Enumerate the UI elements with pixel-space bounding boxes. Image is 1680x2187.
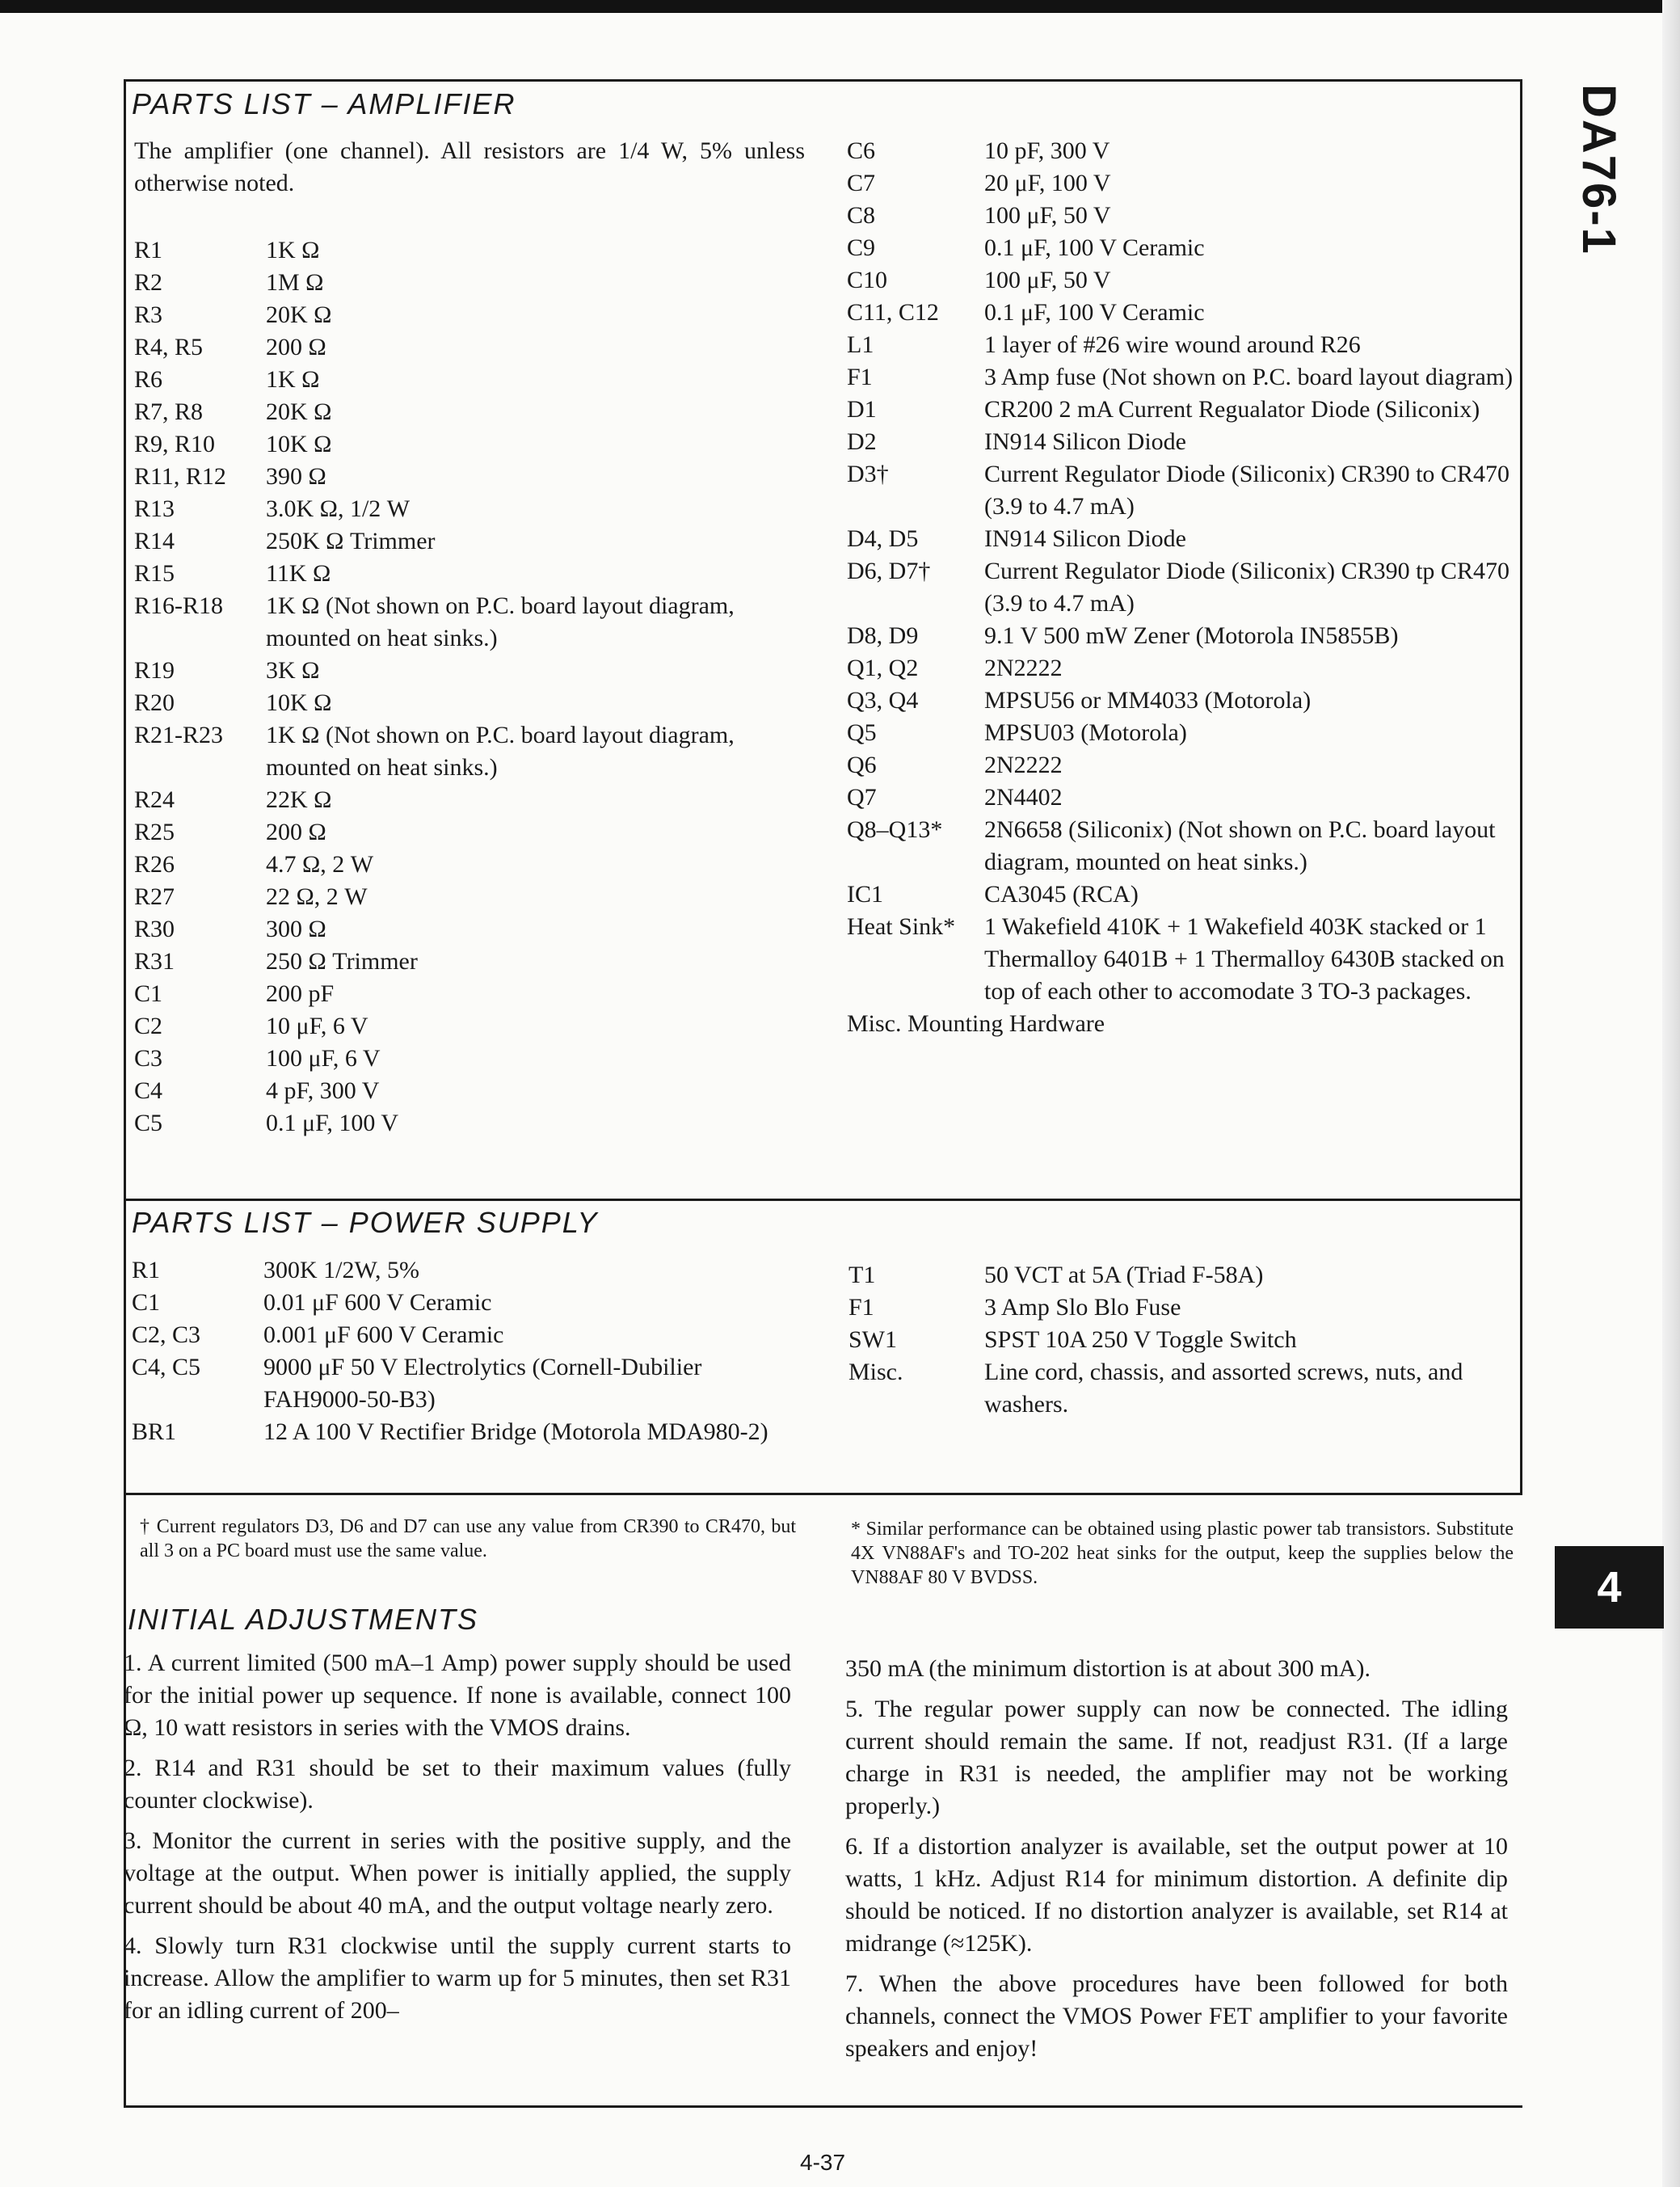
part-row bbox=[134, 1010, 813, 1043]
adjustment-step: 350 mA (the minimum distortion is at about 300 mA). bbox=[845, 1655, 1371, 1682]
part-ref: R30 bbox=[134, 916, 175, 942]
adjustment-step: 5. The regular power supply can now be connected. The idling current should remain the same. If not, readjust R31. (If a large charge in R31 is needed, the amplifier may not be working properly.) bbox=[845, 1696, 1508, 1819]
part-row bbox=[134, 461, 813, 493]
part-row bbox=[847, 361, 1516, 394]
part-ref: R9, R10 bbox=[134, 431, 216, 457]
part-value: 20K Ω bbox=[266, 301, 332, 328]
part-row bbox=[132, 1416, 794, 1448]
adjustment-step: 2. R14 and R31 should be set to their maximum values (fully counter clockwise). bbox=[124, 1755, 791, 1814]
part-value: Current Regulator Diode (Siliconix) CR390 tp CR470 (3.9 to 4.7 mA) bbox=[984, 558, 1509, 617]
adjustment-step: 3. Monitor the current in series with the positive supply, and the voltage at the output. When power is initially applied, the supply current should be about 40 mA, and the output voltage nearly zero. bbox=[124, 1827, 791, 1919]
part-row bbox=[847, 620, 1516, 652]
part-value: 2N2222 bbox=[984, 752, 1063, 778]
part-row bbox=[134, 267, 813, 299]
part-ref: R1 bbox=[134, 237, 163, 263]
part-row bbox=[848, 1292, 1479, 1324]
part-value: 1M Ω bbox=[266, 269, 324, 296]
part-value: 200 pF bbox=[266, 980, 335, 1007]
part-ref: C10 bbox=[847, 267, 888, 293]
part-ref: C2, C3 bbox=[132, 1321, 201, 1348]
part-value: 1 layer of #26 wire wound around R26 bbox=[984, 331, 1361, 358]
part-ref: D4, D5 bbox=[847, 525, 919, 552]
part-row bbox=[134, 1075, 813, 1107]
part-row bbox=[847, 264, 1516, 297]
part-value: 100 μF, 6 V bbox=[266, 1045, 381, 1072]
part-ref: Q8–Q13* bbox=[847, 816, 943, 843]
part-ref: C2 bbox=[134, 1013, 163, 1039]
part-row bbox=[134, 1107, 813, 1140]
part-value: SPST 10A 250 V Toggle Switch bbox=[984, 1326, 1297, 1353]
part-ref: C1 bbox=[134, 980, 163, 1007]
part-value: 10K Ω bbox=[266, 431, 332, 457]
part-row bbox=[132, 1351, 794, 1416]
part-row bbox=[134, 719, 813, 784]
part-ref: Q3, Q4 bbox=[847, 687, 919, 714]
part-ref: D2 bbox=[847, 428, 877, 455]
part-value: Line cord, chassis, and assorted screws, nuts, and washers. bbox=[984, 1359, 1463, 1418]
part-value: 100 μF, 50 V bbox=[984, 202, 1111, 229]
part-row bbox=[847, 911, 1516, 1008]
frame-bottom-border bbox=[124, 2105, 1522, 2108]
part-ref: R1 bbox=[132, 1257, 161, 1283]
part-value: 11K Ω bbox=[266, 560, 331, 587]
part-ref: Heat Sink* bbox=[847, 913, 956, 940]
part-row bbox=[847, 458, 1516, 523]
part-value: 3K Ω bbox=[266, 657, 320, 684]
part-row bbox=[847, 814, 1516, 879]
part-value: 200 Ω bbox=[266, 334, 326, 360]
part-value: 3 Amp fuse (Not shown on P.C. board layout diagram) bbox=[984, 364, 1514, 390]
part-value: Current Regulator Diode (Siliconix) CR390 to CR470 (3.9 to 4.7 mA) bbox=[984, 461, 1509, 520]
amplifier-intro: The amplifier (one channel). All resistors are 1/4 W, 5% unless otherwise noted. bbox=[134, 137, 805, 196]
amplifier-title: PARTS LIST – AMPLIFIER bbox=[132, 87, 516, 120]
part-value: 0.1 μF, 100 V bbox=[266, 1110, 398, 1136]
part-ref: C4, C5 bbox=[132, 1354, 201, 1380]
initial-adjustments-title: INITIAL ADJUSTMENTS bbox=[128, 1603, 479, 1636]
part-row bbox=[848, 1259, 1479, 1292]
section-number-tab: 4 bbox=[1555, 1546, 1664, 1629]
part-value: 250 Ω Trimmer bbox=[266, 948, 418, 975]
part-row bbox=[132, 1254, 794, 1287]
part-row bbox=[134, 493, 813, 525]
part-value: 22 Ω, 2 W bbox=[266, 883, 368, 910]
adjustment-step: 6. If a distortion analyzer is available, set the output power at 10 watts, 1 kHz. Adjust R14 for minimum distortion. A definite dip should be noticed. If no distortion analyzer is available, set R14 at midrange (≈125K). bbox=[845, 1833, 1508, 1957]
part-value: 50 VCT at 5A (Triad F-58A) bbox=[984, 1262, 1264, 1288]
part-ref: Q1, Q2 bbox=[847, 655, 919, 681]
part-value: 3 Amp Slo Blo Fuse bbox=[984, 1294, 1181, 1321]
part-value: 9.1 V 500 mW Zener (Motorola IN5855B) bbox=[984, 622, 1399, 649]
part-ref: D8, D9 bbox=[847, 622, 919, 649]
part-ref: D1 bbox=[847, 396, 877, 423]
part-row bbox=[134, 558, 813, 590]
part-value: 1 Wakefield 410K + 1 Wakefield 403K stacked or 1 Thermalloy 6401B + 1 Thermalloy 6430B stacked on top of each other to accomodate 3 TO-3 packages. bbox=[984, 913, 1505, 1005]
part-ref: R14 bbox=[134, 528, 175, 554]
part-ref: C11, C12 bbox=[847, 299, 939, 326]
part-row bbox=[132, 1287, 794, 1319]
part-ref: C9 bbox=[847, 234, 876, 261]
part-row bbox=[134, 816, 813, 849]
part-row bbox=[848, 1324, 1479, 1356]
part-ref: Q5 bbox=[847, 719, 877, 746]
part-value: 1K Ω bbox=[266, 237, 320, 263]
part-ref: R2 bbox=[134, 269, 163, 296]
part-row bbox=[134, 396, 813, 428]
adjustment-step: 4. Slowly turn R31 clockwise until the supply current starts to increase. Allow the amplifier to warm up for 5 minutes, then set R31 for an idling current of 200– bbox=[124, 1932, 791, 2024]
part-value: 9000 μF 50 V Electrolytics (Cornell-Dubilier FAH9000-50-B3) bbox=[263, 1354, 702, 1413]
part-row bbox=[847, 879, 1516, 911]
part-ref: C8 bbox=[847, 202, 876, 229]
part-row bbox=[847, 232, 1516, 264]
part-row bbox=[134, 234, 813, 267]
part-row bbox=[848, 1356, 1479, 1421]
part-ref: R21-R23 bbox=[134, 722, 224, 748]
part-row bbox=[847, 167, 1516, 200]
part-row bbox=[134, 881, 813, 913]
part-ref: C3 bbox=[134, 1045, 163, 1072]
part-ref: R13 bbox=[134, 495, 175, 522]
part-ref: R11, R12 bbox=[134, 463, 226, 490]
part-value: 4.7 Ω, 2 W bbox=[266, 851, 374, 878]
part-ref: R15 bbox=[134, 560, 175, 587]
frame-right-border bbox=[1520, 79, 1522, 1495]
part-row bbox=[847, 135, 1516, 167]
part-ref: Misc. bbox=[848, 1359, 903, 1385]
part-ref: R7, R8 bbox=[134, 398, 204, 425]
part-ref: R26 bbox=[134, 851, 175, 878]
power-supply-title: PARTS LIST – POWER SUPPLY bbox=[132, 1206, 599, 1239]
adjustments-right-column bbox=[845, 1653, 1508, 2073]
part-value: 1K Ω (Not shown on P.C. board layout diagram, mounted on heat sinks.) bbox=[266, 592, 735, 651]
part-row bbox=[134, 364, 813, 396]
part-ref: R20 bbox=[134, 689, 175, 716]
part-ref: C5 bbox=[134, 1110, 163, 1136]
footnote-asterisk: * Similar performance can be obtained using plastic power tab transistors. Substitute 4X VN88AF's and TO-202 heat sinks for the output, keep the supplies below the VN88AF 80 V BVDSS. bbox=[851, 1519, 1514, 1588]
part-row bbox=[134, 946, 813, 978]
part-value: 2N6658 (Siliconix) (Not shown on P.C. board layout diagram, mounted on heat sinks.) bbox=[984, 816, 1496, 875]
part-value: 250K Ω Trimmer bbox=[266, 528, 436, 554]
part-row bbox=[847, 652, 1516, 685]
frame-top-border bbox=[124, 79, 1522, 82]
power-supply-parts-right bbox=[848, 1259, 1479, 1421]
part-value: 0.01 μF 600 V Ceramic bbox=[263, 1289, 492, 1316]
adjustments-left-column bbox=[124, 1647, 791, 2035]
part-ref: R25 bbox=[134, 819, 175, 845]
part-value: 2N4402 bbox=[984, 784, 1063, 811]
part-value: 22K Ω bbox=[266, 786, 332, 813]
part-row bbox=[134, 913, 813, 946]
part-value: 4 pF, 300 V bbox=[266, 1077, 380, 1104]
part-row bbox=[847, 1008, 1516, 1040]
part-value: 200 Ω bbox=[266, 819, 326, 845]
part-ref: Misc. Mounting Hardware bbox=[847, 1010, 1105, 1037]
part-ref: R19 bbox=[134, 657, 175, 684]
part-value: IN914 Silicon Diode bbox=[984, 525, 1186, 552]
part-value: 10K Ω bbox=[266, 689, 332, 716]
part-value: 10 pF, 300 V bbox=[984, 137, 1110, 164]
part-ref: IC1 bbox=[847, 881, 883, 908]
part-ref: R31 bbox=[134, 948, 175, 975]
part-row bbox=[847, 394, 1516, 426]
part-value: IN914 Silicon Diode bbox=[984, 428, 1186, 455]
part-row bbox=[847, 200, 1516, 232]
part-row bbox=[134, 687, 813, 719]
part-row bbox=[134, 590, 813, 655]
part-value: 3.0K Ω, 1/2 W bbox=[266, 495, 411, 522]
part-ref: F1 bbox=[847, 364, 873, 390]
part-ref: C1 bbox=[132, 1289, 161, 1316]
scan-top-edge bbox=[0, 0, 1680, 13]
part-row bbox=[847, 297, 1516, 329]
part-value: CR200 2 mA Current Regualator Diode (Siliconix) bbox=[984, 396, 1480, 423]
part-row bbox=[132, 1319, 794, 1351]
amplifier-parts-right bbox=[847, 135, 1516, 1040]
part-ref: R3 bbox=[134, 301, 163, 328]
part-ref: R27 bbox=[134, 883, 175, 910]
part-value: 2N2222 bbox=[984, 655, 1063, 681]
adjustment-step: 7. When the above procedures have been followed for both channels, connect the VMOS Power FET amplifier to your favorite speakers and enjoy! bbox=[845, 1970, 1508, 2062]
part-value: 100 μF, 50 V bbox=[984, 267, 1111, 293]
part-value: 12 A 100 V Rectifier Bridge (Motorola MDA980-2) bbox=[263, 1418, 768, 1445]
part-ref: Q7 bbox=[847, 784, 877, 811]
part-row bbox=[847, 426, 1516, 458]
part-value: CA3045 (RCA) bbox=[984, 881, 1139, 908]
part-value: 20 μF, 100 V bbox=[984, 170, 1111, 196]
part-ref: BR1 bbox=[132, 1418, 177, 1445]
page-number: 4-37 bbox=[800, 2150, 846, 2175]
amplifier-parts-left bbox=[134, 234, 813, 1140]
part-ref: C6 bbox=[847, 137, 876, 164]
divider-power-supply bbox=[124, 1199, 1522, 1201]
part-row bbox=[847, 555, 1516, 620]
part-value: 1K Ω (Not shown on P.C. board layout diagram, mounted on heat sinks.) bbox=[266, 722, 735, 781]
part-row bbox=[847, 329, 1516, 361]
footnote-dagger: † Current regulators D3, D6 and D7 can use any value from CR390 to CR470, but all 3 on a PC board must use the same value. bbox=[140, 1516, 796, 1561]
part-ref: R4, R5 bbox=[134, 334, 204, 360]
part-row bbox=[847, 685, 1516, 717]
part-ref: Q6 bbox=[847, 752, 877, 778]
part-ref: T1 bbox=[848, 1262, 876, 1288]
part-value: 390 Ω bbox=[266, 463, 326, 490]
power-supply-parts-left bbox=[132, 1254, 794, 1448]
part-value: 300K 1/2W, 5% bbox=[263, 1257, 420, 1283]
part-value: 1K Ω bbox=[266, 366, 320, 393]
part-ref: D6, D7† bbox=[847, 558, 931, 584]
part-ref: SW1 bbox=[848, 1326, 897, 1353]
part-ref: F1 bbox=[848, 1294, 874, 1321]
part-ref: R24 bbox=[134, 786, 175, 813]
part-value: 0.001 μF 600 V Ceramic bbox=[263, 1321, 504, 1348]
scan-right-edge bbox=[1662, 0, 1680, 2187]
part-row bbox=[847, 717, 1516, 749]
part-value: 0.1 μF, 100 V Ceramic bbox=[984, 234, 1205, 261]
part-ref: C7 bbox=[847, 170, 876, 196]
part-row bbox=[134, 525, 813, 558]
part-ref: D3† bbox=[847, 461, 889, 487]
part-row bbox=[847, 523, 1516, 555]
part-ref: R16-R18 bbox=[134, 592, 224, 619]
part-row bbox=[134, 655, 813, 687]
part-ref: R6 bbox=[134, 366, 163, 393]
part-row bbox=[847, 782, 1516, 814]
part-row bbox=[134, 1043, 813, 1075]
part-row bbox=[134, 428, 813, 461]
part-value: 20K Ω bbox=[266, 398, 332, 425]
part-ref: L1 bbox=[847, 331, 874, 358]
part-row bbox=[134, 331, 813, 364]
divider-footnotes bbox=[124, 1493, 1522, 1495]
part-value: 10 μF, 6 V bbox=[266, 1013, 368, 1039]
part-row bbox=[134, 978, 813, 1010]
part-value: MPSU56 or MM4033 (Motorola) bbox=[984, 687, 1312, 714]
part-row bbox=[134, 849, 813, 881]
part-value: 300 Ω bbox=[266, 916, 326, 942]
part-value: 0.1 μF, 100 V Ceramic bbox=[984, 299, 1205, 326]
part-row bbox=[134, 299, 813, 331]
part-value: MPSU03 (Motorola) bbox=[984, 719, 1187, 746]
adjustment-step: 1. A current limited (500 mA–1 Amp) power supply should be used for the initial power up sequence. If none is available, connect 100 Ω, 10 watt resistors in series with the VMOS drains. bbox=[124, 1650, 791, 1741]
part-row bbox=[847, 749, 1516, 782]
part-row bbox=[134, 784, 813, 816]
page-side-tab: DA76-1 bbox=[1573, 84, 1625, 255]
part-ref: C4 bbox=[134, 1077, 163, 1104]
